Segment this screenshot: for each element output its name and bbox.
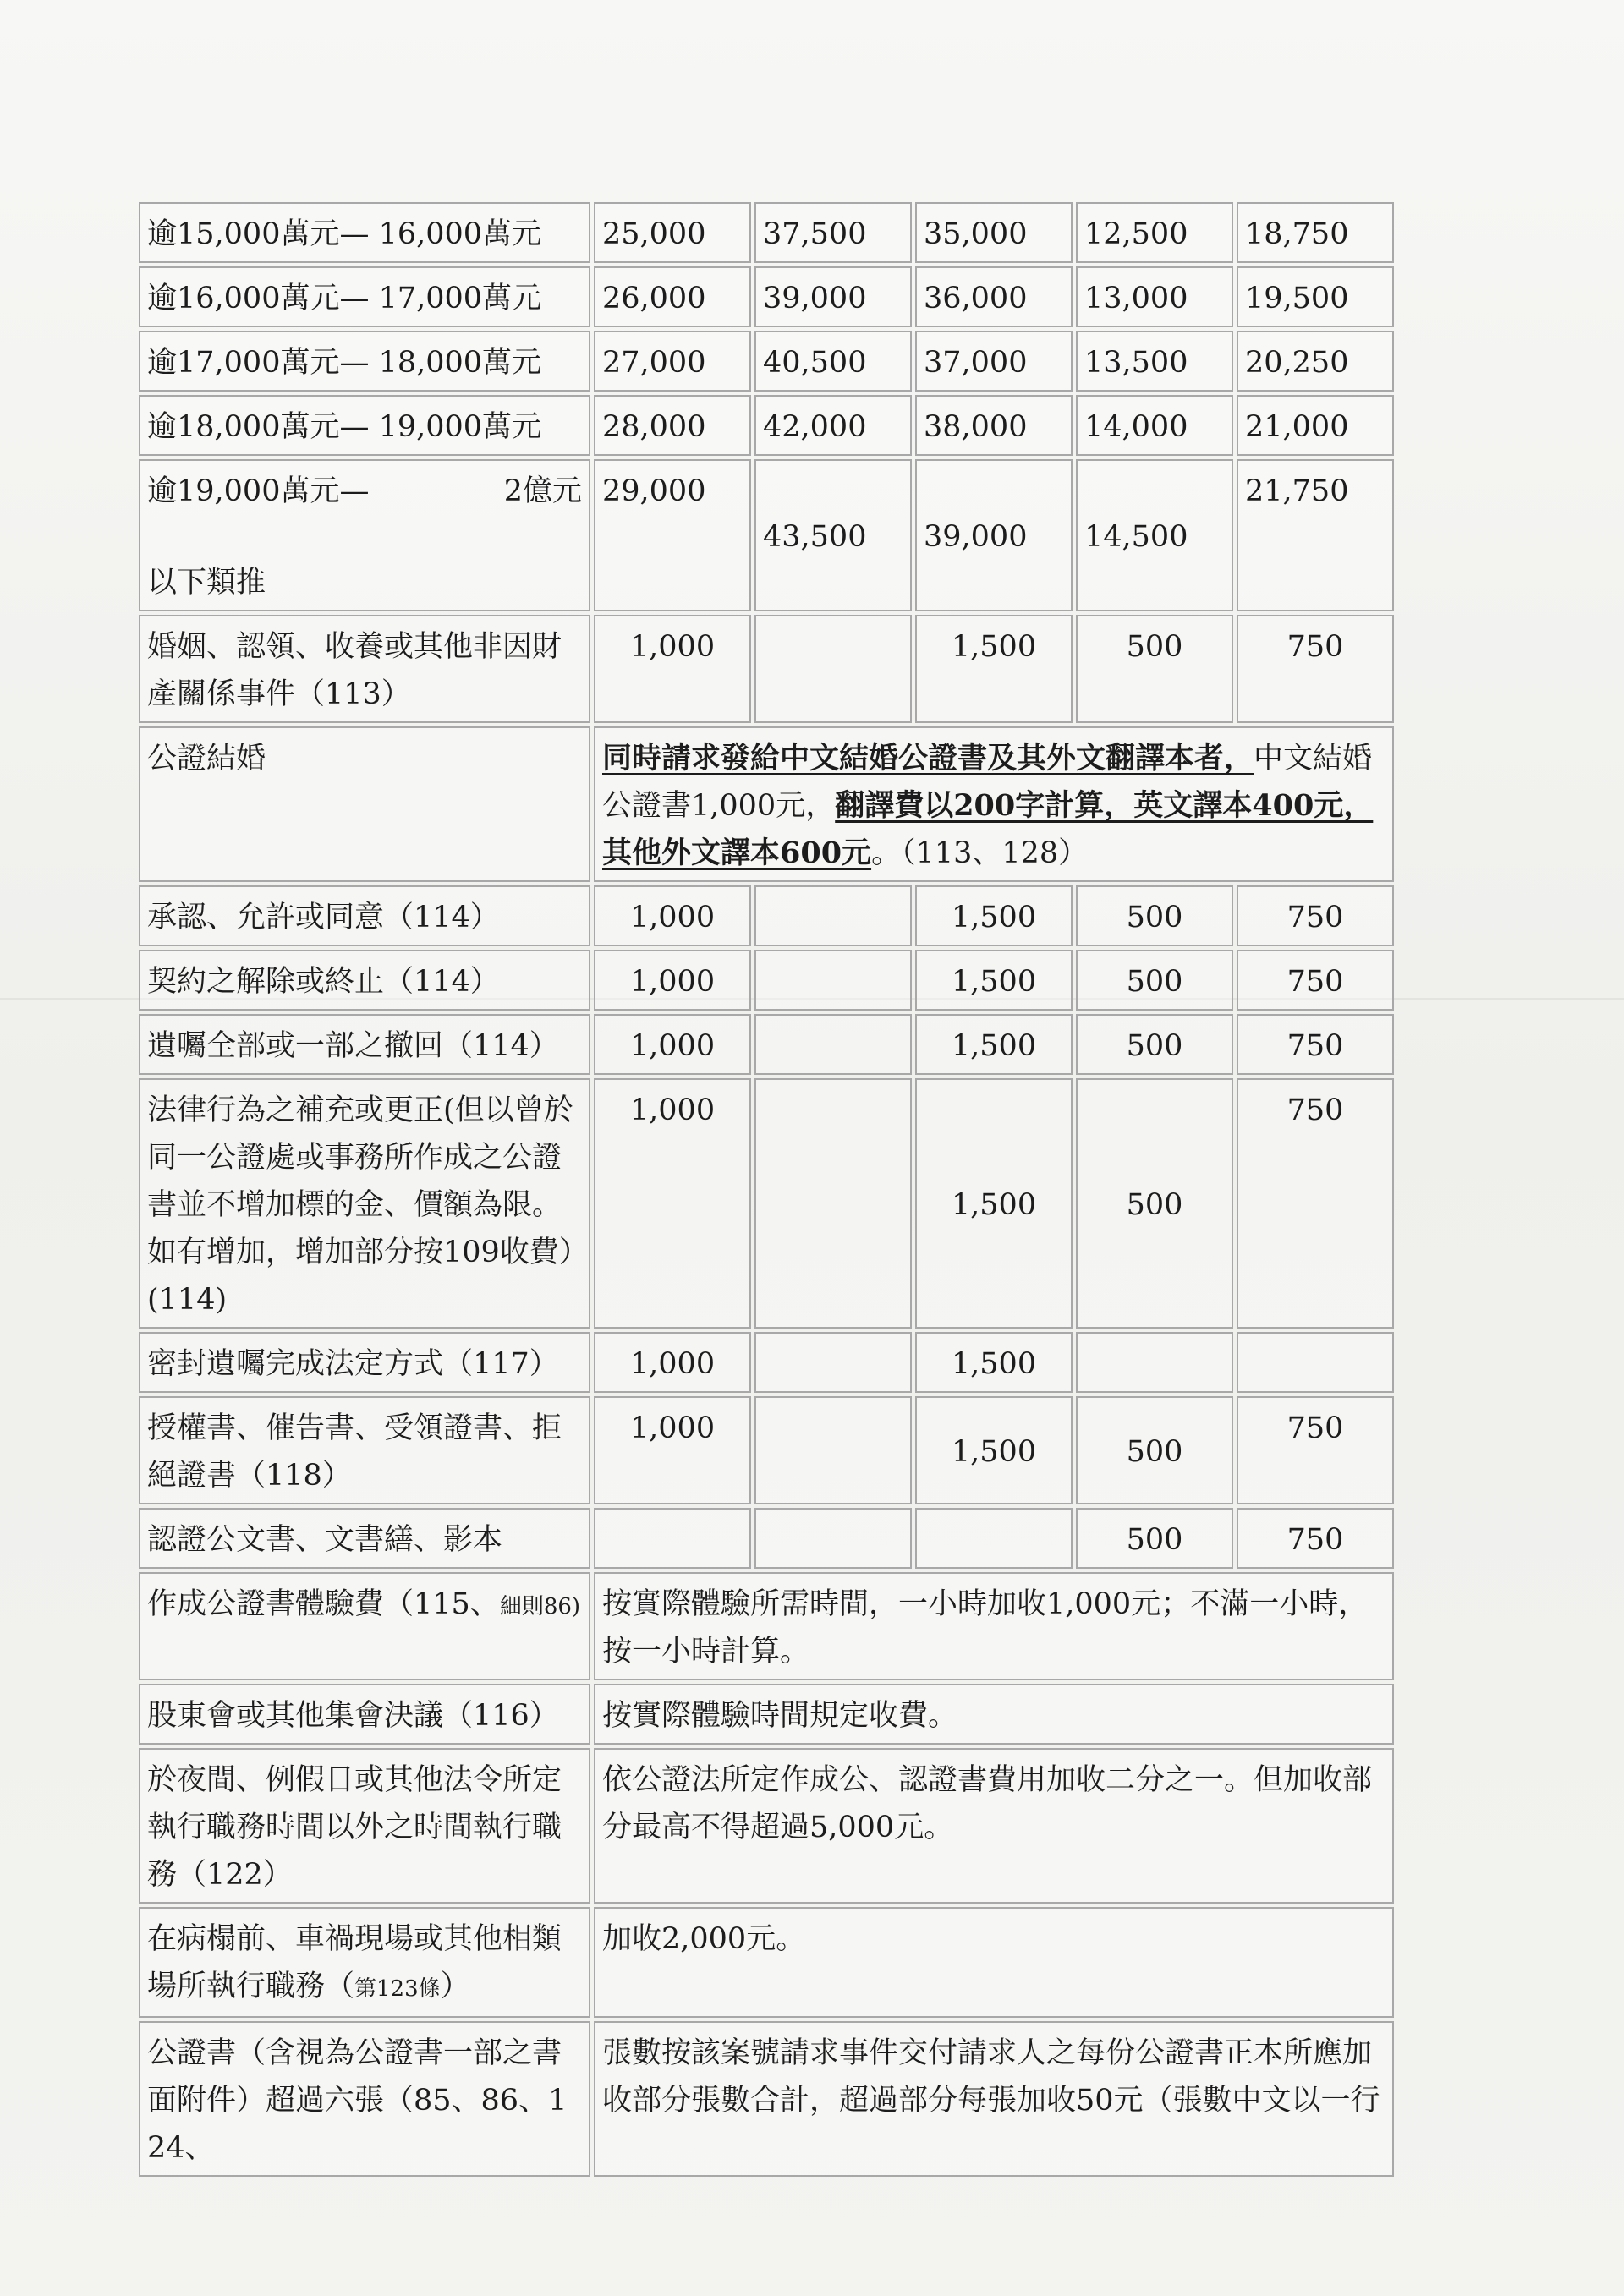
item-label: 細則	[499, 1594, 544, 1619]
value-cell: 35,000	[915, 202, 1073, 263]
item-cell: 公證結婚	[139, 726, 590, 882]
note-cell: 依公證法所定作成公、認證書費用加收二分之一。但加收部分最高不得超過5,000元。	[594, 1748, 1394, 1904]
value-cell	[754, 1396, 912, 1504]
note-cell: 張數按該案號請求事件交付請求人之每份公證書正本所應加收部分張數合計，超過部分每張加收50元（張數中文以一行	[594, 2021, 1394, 2177]
item-cell: 逾15,000萬元— 16,000萬元	[139, 202, 590, 263]
item-cell: 密封遺囑完成法定方式（117）	[139, 1332, 590, 1393]
value-cell: 19,500	[1237, 266, 1394, 327]
item-cell: 逾17,000萬元— 18,000萬元	[139, 331, 590, 392]
item-label: 在病榻前、車禍現場或其他相類場所執行職務（	[147, 1922, 562, 2003]
table-row	[139, 1508, 1394, 1569]
item-cell: 股東會或其他集會決議（116）	[139, 1684, 590, 1745]
value-cell	[754, 1508, 912, 1569]
item-cell: 於夜間、例假日或其他法令所定執行職務時間以外之時間執行職務（122）	[139, 1748, 590, 1904]
value-cell: 1,500	[915, 1332, 1073, 1393]
table-row	[139, 1907, 1394, 2018]
value-cell: 750	[1237, 1396, 1394, 1504]
value-cell: 21,000	[1237, 395, 1394, 456]
value-cell: 1,500	[915, 1014, 1073, 1075]
value-cell: 18,750	[1237, 202, 1394, 263]
item-label: 第123條	[354, 1976, 441, 2002]
value-cell: 25,000	[594, 202, 751, 263]
item-cell: 遺囑全部或一部之撤回（114）	[139, 1014, 590, 1075]
table-row	[139, 202, 1394, 263]
value-cell: 1,000	[594, 950, 751, 1011]
value-cell: 28,000	[594, 395, 751, 456]
value-cell: 750	[1237, 885, 1394, 946]
value-cell: 39,000	[754, 266, 912, 327]
table-row	[139, 2021, 1394, 2177]
item-cell	[139, 1572, 590, 1680]
item-cell: 認證公文書、文書繕、影本	[139, 1508, 590, 1569]
value-cell: 750	[1237, 615, 1394, 723]
note-cell	[594, 726, 1394, 882]
value-cell	[754, 950, 912, 1011]
value-cell: 29,000	[594, 459, 751, 611]
table-row	[139, 1572, 1394, 1680]
item-label: 86)	[543, 1594, 581, 1619]
value-cell: 1,500	[915, 885, 1073, 946]
value-cell: 1,000	[594, 1332, 751, 1393]
value-cell: 43,500	[754, 459, 912, 611]
value-cell: 1,000	[594, 1014, 751, 1075]
value-cell: 1,500	[915, 950, 1073, 1011]
value-cell: 500	[1076, 885, 1233, 946]
item-cell: 逾18,000萬元— 19,000萬元	[139, 395, 590, 456]
value-cell: 1,000	[594, 1078, 751, 1329]
table-row	[139, 1332, 1394, 1393]
table-row	[139, 1078, 1394, 1329]
value-cell: 1,000	[594, 885, 751, 946]
value-cell	[754, 1014, 912, 1075]
value-cell: 13,000	[1076, 266, 1233, 327]
value-cell: 1,000	[594, 615, 751, 723]
value-cell: 1,500	[915, 1078, 1073, 1329]
table-row	[139, 395, 1394, 456]
value-cell: 750	[1237, 1508, 1394, 1569]
value-cell: 1,000	[594, 1396, 751, 1504]
value-cell	[1237, 1332, 1394, 1393]
table-row	[139, 615, 1394, 723]
table-row	[139, 331, 1394, 392]
item-cell: 逾16,000萬元— 17,000萬元	[139, 266, 590, 327]
value-cell: 1,500	[915, 615, 1073, 723]
note-text: 翻譯費以200字計算，英文譯本400元，其他外文譯本600元	[602, 788, 1374, 870]
note-text: 同時請求發給中文結婚公證書及其外文翻譯本者，	[602, 741, 1254, 775]
table-row	[139, 459, 1394, 611]
value-cell: 1,500	[915, 1396, 1073, 1504]
item-label: 作成公證書體驗費（115、	[147, 1587, 500, 1621]
table-row	[139, 950, 1394, 1011]
value-cell: 27,000	[594, 331, 751, 392]
item-cell	[139, 1907, 590, 2018]
table-row	[139, 1014, 1394, 1075]
item-cell: 婚姻、認領、收養或其他非因財產關係事件（113）	[139, 615, 590, 723]
value-cell: 38,000	[915, 395, 1073, 456]
value-cell	[1076, 1332, 1233, 1393]
value-cell: 500	[1076, 615, 1233, 723]
table-row	[139, 1396, 1394, 1504]
value-cell	[594, 1508, 751, 1569]
value-cell: 37,000	[915, 331, 1073, 392]
value-cell: 37,500	[754, 202, 912, 263]
value-cell	[754, 1078, 912, 1329]
table-row	[139, 266, 1394, 327]
item-label: ）	[440, 1970, 470, 2003]
value-cell: 500	[1076, 950, 1233, 1011]
value-cell: 39,000	[915, 459, 1073, 611]
value-cell: 13,500	[1076, 331, 1233, 392]
value-cell: 14,500	[1076, 459, 1233, 611]
value-cell: 40,500	[754, 331, 912, 392]
value-cell: 500	[1076, 1508, 1233, 1569]
value-cell: 42,000	[754, 395, 912, 456]
note-cell: 按實際體驗所需時間，一小時加收1,000元；不滿一小時，按一小時計算。	[594, 1572, 1394, 1680]
value-cell: 500	[1076, 1396, 1233, 1504]
item-cell: 契約之解除或終止（114）	[139, 950, 590, 1011]
value-cell	[754, 615, 912, 723]
note-cell: 加收2,000元。	[594, 1907, 1394, 2018]
value-cell: 750	[1237, 950, 1394, 1011]
value-cell: 21,750	[1237, 459, 1394, 611]
item-cell: 法律行為之補充或更正(但以曾於同一公證處或事務所作成之公證書並不增加標的金、價額為限。如有增加，增加部分按109收費）(114)	[139, 1078, 590, 1329]
table-row	[139, 1684, 1394, 1745]
note-cell: 按實際體驗時間規定收費。	[594, 1684, 1394, 1745]
table-row	[139, 726, 1394, 882]
note-text: 中文結婚公證書1,000元，	[602, 742, 1373, 823]
value-cell: 500	[1076, 1078, 1233, 1329]
item-label: 逾19,000萬元—	[147, 474, 370, 508]
value-cell: 36,000	[915, 266, 1073, 327]
value-cell: 14,000	[1076, 395, 1233, 456]
value-cell: 26,000	[594, 266, 751, 327]
value-cell: 750	[1237, 1078, 1394, 1329]
value-cell: 500	[1076, 1014, 1233, 1075]
value-cell: 12,500	[1076, 202, 1233, 263]
notary-fee-table	[135, 199, 1397, 2180]
item-cell: 授權書、催告書、受領證書、拒絕證書（118）	[139, 1396, 590, 1504]
value-cell: 750	[1237, 1014, 1394, 1075]
item-label: 以下類推	[147, 566, 266, 600]
value-cell	[754, 1332, 912, 1393]
note-text: 。（113、128）	[871, 836, 1089, 870]
value-cell	[915, 1508, 1073, 1569]
table-row	[139, 1748, 1394, 1904]
value-cell	[754, 885, 912, 946]
table-row	[139, 885, 1394, 946]
value-cell: 20,250	[1237, 331, 1394, 392]
item-cell	[139, 459, 590, 611]
item-label: 2億元	[503, 474, 582, 508]
item-cell: 承認、允許或同意（114）	[139, 885, 590, 946]
item-cell: 公證書（含視為公證書一部之書面附件）超過六張（85、86、124、	[139, 2021, 590, 2177]
